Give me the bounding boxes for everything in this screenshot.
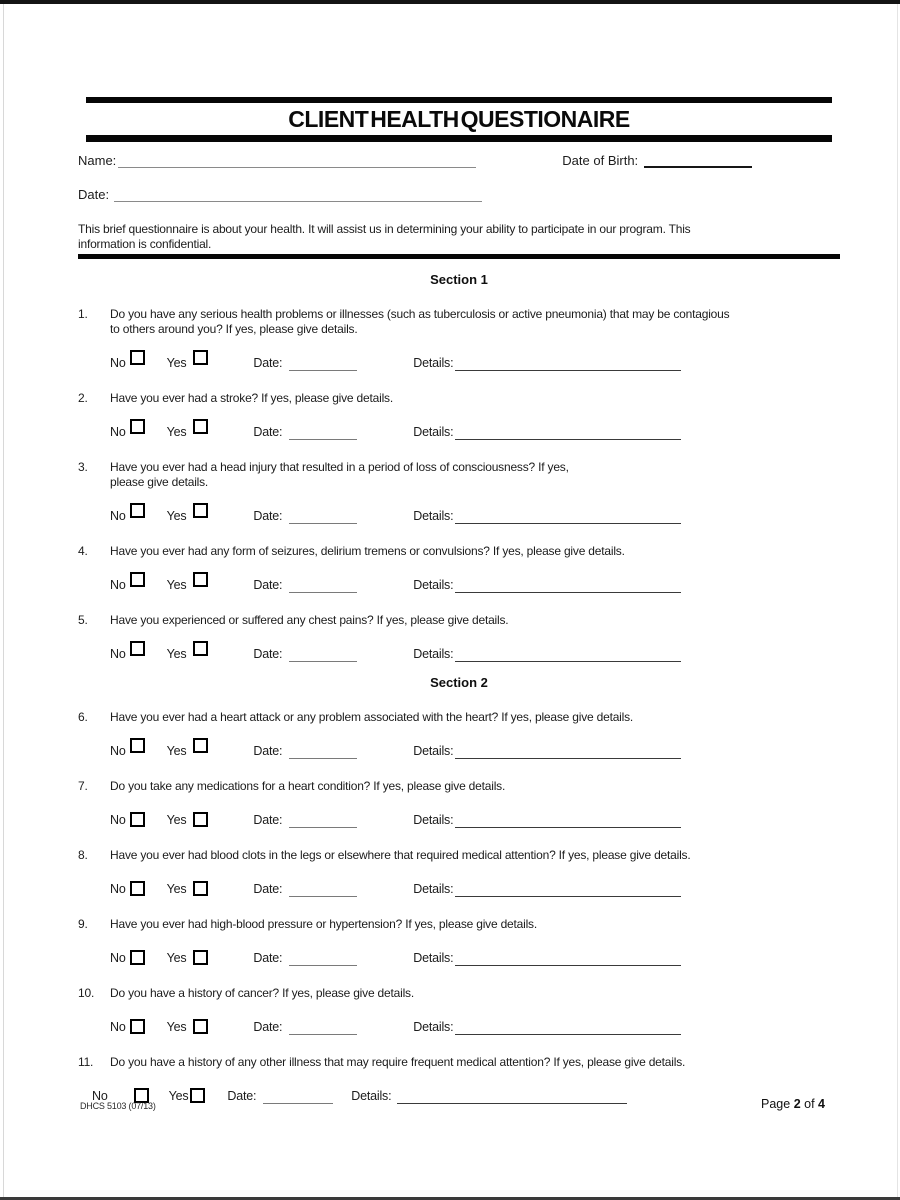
question-text: Have you ever had a stroke? If yes, please give details.: [110, 391, 393, 405]
yes-checkbox[interactable]: [193, 641, 208, 656]
question-6: [78, 710, 840, 759]
page-footer: [80, 1097, 825, 1111]
page-indicator: Page 2 of 4: [761, 1097, 825, 1111]
question-number: 11.: [78, 1055, 94, 1069]
date-blank[interactable]: [289, 579, 357, 593]
no-checkbox[interactable]: [130, 950, 145, 965]
question-text: Have you ever had blood clots in the legs or elsewhere that required medical attention? If yes, please give details.: [110, 848, 691, 862]
question-10: [78, 986, 840, 1035]
title-rule-bottom: [86, 135, 832, 142]
question-text: Do you have a history of cancer? If yes, please give details.: [110, 986, 414, 1000]
page-border-left: [3, 4, 4, 1197]
yes-label: Yes: [166, 882, 187, 896]
details-blank[interactable]: [455, 745, 681, 759]
date-label: Date:: [253, 744, 283, 758]
question-text: Have you ever had high-blood pressure or hypertension? If yes, please give details.: [110, 917, 537, 931]
yes-checkbox[interactable]: [193, 572, 208, 587]
yes-label: Yes: [166, 578, 187, 592]
details-label: Details:: [413, 813, 454, 827]
question-number: 6.: [78, 710, 88, 724]
dob-blank[interactable]: [644, 153, 752, 168]
no-label: No: [110, 1020, 126, 1034]
name-blank[interactable]: [118, 154, 476, 168]
yes-checkbox[interactable]: [193, 812, 208, 827]
no-label: No: [110, 578, 126, 592]
question-7: [78, 779, 840, 828]
question-number: 3.: [78, 460, 88, 474]
details-label: Details:: [413, 744, 454, 758]
question-4: [78, 544, 840, 593]
no-checkbox[interactable]: [130, 641, 145, 656]
details-blank[interactable]: [455, 510, 681, 524]
yes-label: Yes: [166, 509, 187, 523]
question-2: [78, 391, 840, 440]
date-blank[interactable]: [289, 1021, 357, 1035]
name-label: Name:: [78, 153, 117, 168]
no-label: No: [110, 425, 126, 439]
question-text: Have you ever had a heart attack or any problem associated with the heart? If yes, please give details.: [110, 710, 634, 724]
answer-row-4: [110, 573, 840, 593]
no-checkbox[interactable]: [130, 738, 145, 753]
details-blank[interactable]: [455, 579, 681, 593]
question-text: Have you experienced or suffered any chest pains? If yes, please give details.: [110, 613, 509, 627]
details-label: Details:: [413, 509, 454, 523]
answer-row-3: [110, 504, 840, 524]
no-checkbox[interactable]: [130, 881, 145, 896]
page-border-top: [0, 0, 900, 4]
answer-row-9: [110, 946, 840, 966]
date-label: Date:: [78, 187, 110, 202]
no-checkbox[interactable]: [130, 572, 145, 587]
question-number: 10.: [78, 986, 95, 1000]
yes-label: Yes: [166, 425, 187, 439]
details-label: Details:: [413, 951, 454, 965]
name-dob-row: [78, 153, 840, 168]
page-border-right: [897, 4, 898, 1197]
question-number: 5.: [78, 613, 88, 627]
date-label: Date:: [253, 578, 283, 592]
yes-label: Yes: [166, 744, 187, 758]
yes-label: Yes: [166, 1020, 187, 1034]
yes-label: Yes: [166, 647, 187, 661]
yes-checkbox[interactable]: [193, 503, 208, 518]
question-text: Do you take any medications for a heart condition? If yes, please give details.: [110, 779, 506, 793]
question-5: [78, 613, 840, 662]
no-checkbox[interactable]: [130, 1019, 145, 1034]
question-number: 7.: [78, 779, 88, 793]
yes-label: Yes: [166, 951, 187, 965]
question-text: Do you have a history of any other illness that may require frequent medical attention? If yes, please give details.: [110, 1055, 686, 1069]
details-blank[interactable]: [455, 357, 681, 371]
date-blank[interactable]: [289, 357, 357, 371]
no-checkbox[interactable]: [130, 812, 145, 827]
details-label: Details:: [413, 578, 454, 592]
no-label: No: [110, 356, 126, 370]
details-blank[interactable]: [455, 883, 681, 897]
no-label: No: [110, 813, 126, 827]
answer-row-5: [110, 642, 840, 662]
no-label: No: [110, 744, 126, 758]
no-checkbox[interactable]: [130, 350, 145, 365]
details-label: Details:: [413, 882, 454, 896]
no-label: No: [110, 951, 126, 965]
yes-checkbox[interactable]: [193, 419, 208, 434]
date-blank[interactable]: [289, 745, 357, 759]
date-label: Date:: [253, 813, 283, 827]
question-number: 8.: [78, 848, 88, 862]
intro-paragraph: This brief questionnaire is about your health. It will assist us in determining your ability to participate in our program. This information is confidential.: [78, 222, 691, 251]
yes-label: Yes: [166, 813, 187, 827]
yes-checkbox[interactable]: [193, 950, 208, 965]
question-text: Do you have any serious health problems or illnesses (such as tuberculosis or active pneumonia) that may be contagious to others around you? If yes, please give details.: [110, 307, 730, 336]
question-9: [78, 917, 840, 966]
details-blank[interactable]: [455, 1021, 681, 1035]
date-label: Date:: [253, 882, 283, 896]
details-label: Details:: [413, 425, 454, 439]
date-blank[interactable]: [289, 814, 357, 828]
title-rule-top: [86, 97, 832, 103]
section-1-heading: Section 1: [430, 272, 488, 287]
question-text: Have you ever had a head injury that resulted in a period of loss of consciousness? If yes, please give details.: [110, 460, 569, 489]
question-3: [78, 460, 840, 524]
yes-checkbox[interactable]: [193, 350, 208, 365]
date-blank[interactable]: [289, 426, 357, 440]
date-blank[interactable]: [289, 883, 357, 897]
no-label: No: [110, 509, 126, 523]
date-label: Date:: [253, 647, 283, 661]
date-blank[interactable]: [289, 648, 357, 662]
question-text: Have you ever had any form of seizures, delirium tremens or convulsions? If yes, please give details.: [110, 544, 625, 558]
date-row: [78, 187, 840, 202]
question-8: [78, 848, 840, 897]
answer-row-8: [110, 877, 840, 897]
date-label: Date:: [253, 509, 283, 523]
section-2-heading: Section 2: [430, 675, 488, 690]
answer-row-7: [110, 808, 840, 828]
no-checkbox[interactable]: [130, 419, 145, 434]
date-label: Date:: [253, 356, 283, 370]
date-blank[interactable]: [289, 952, 357, 966]
question-number: 4.: [78, 544, 88, 558]
answer-row-1: [110, 351, 840, 371]
yes-checkbox[interactable]: [193, 738, 208, 753]
form-number: DHCS 5103 (07/13): [80, 1101, 156, 1111]
date-label: Date:: [253, 951, 283, 965]
details-label: Details:: [351, 1089, 392, 1103]
question-number: 2.: [78, 391, 88, 405]
details-label: Details:: [413, 1020, 454, 1034]
date-label: Date:: [227, 1089, 257, 1103]
yes-checkbox[interactable]: [193, 881, 208, 896]
yes-label: Yes: [168, 1089, 189, 1103]
question-1: [78, 307, 840, 371]
answer-row-10: [110, 1015, 840, 1035]
details-blank[interactable]: [455, 648, 681, 662]
form-page: [78, 97, 840, 1104]
date-label: Date:: [253, 1020, 283, 1034]
yes-label: Yes: [166, 356, 187, 370]
question-number: 9.: [78, 917, 88, 931]
details-blank[interactable]: [455, 952, 681, 966]
dob-label: Date of Birth:: [562, 153, 639, 168]
details-label: Details:: [413, 356, 454, 370]
details-label: Details:: [413, 647, 454, 661]
no-label: No: [110, 647, 126, 661]
date-blank[interactable]: [289, 510, 357, 524]
intro-rule: [78, 254, 840, 259]
date-label: Date:: [253, 425, 283, 439]
page-title: CLIENT HEALTH QUESTIONAIRE: [288, 106, 630, 132]
yes-checkbox[interactable]: [193, 1019, 208, 1034]
no-label: No: [92, 1089, 108, 1103]
no-checkbox[interactable]: [130, 503, 145, 518]
answer-row-6: [110, 739, 840, 759]
date-blank[interactable]: [114, 188, 482, 202]
details-blank[interactable]: [455, 814, 681, 828]
details-blank[interactable]: [455, 426, 681, 440]
question-number: 1.: [78, 307, 88, 321]
no-label: No: [110, 882, 126, 896]
answer-row-2: [110, 420, 840, 440]
